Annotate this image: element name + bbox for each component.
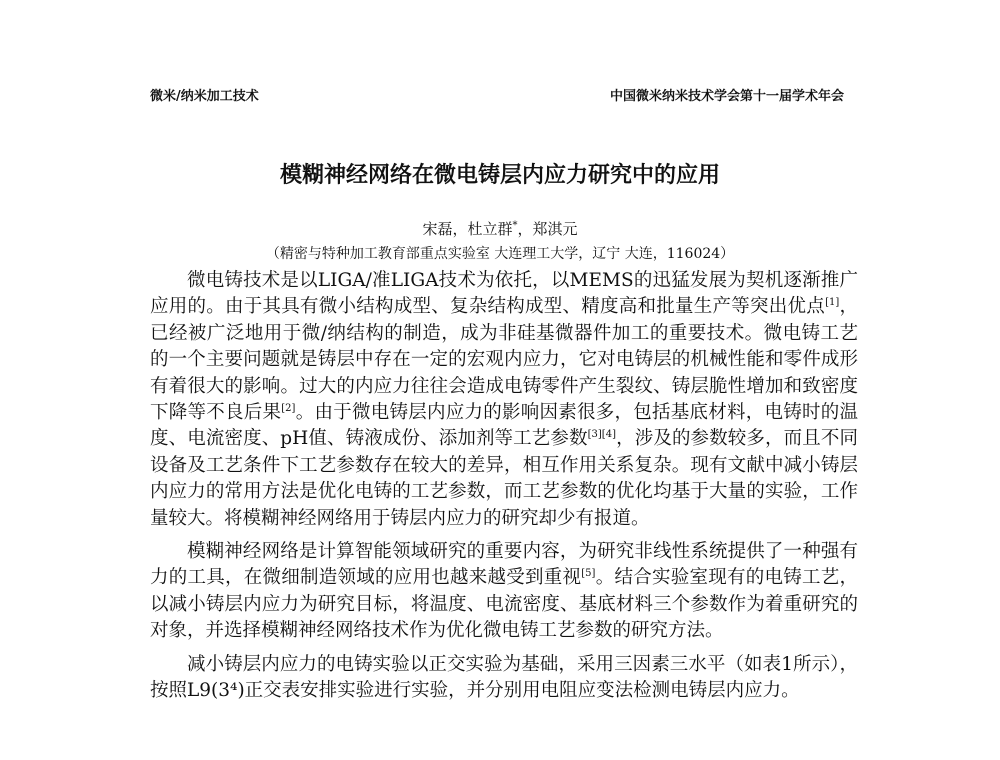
header-conference-label: 中国微米纳米技术学会第十一届学术年会: [609, 88, 844, 104]
paragraph-text: ，涉及的参数较多，而且不同设备及工艺条件下工艺参数存在较大的差异，相互作用关系复杂。现有文献中减小铸层内应力的常用方法是优化电铸的工艺参数，而工艺参数的优化均基于大量的实验，工作量较大。将模糊神经网络用于铸层内应力的研究却少有报道。: [150, 428, 858, 529]
body-text: [150, 268, 858, 712]
paragraph-3: [150, 652, 858, 705]
citation-ref: [1]: [825, 297, 840, 309]
citation-ref: [3][4]: [587, 429, 616, 441]
author-names-rest: ，郑淇元: [517, 220, 578, 238]
header-section-label: 微米/纳米加工技术: [150, 88, 259, 104]
citation-ref: [2]: [281, 402, 296, 414]
corresponding-author-mark: *: [512, 220, 518, 231]
paragraph-2: [150, 539, 858, 645]
paragraph-text: ，已经被广泛地用于微/纳结构的制造，成为非硅基微器件加工的重要技术。微电铸工艺的一个主要问题就是铸层中存在一定的宏观内应力，它对电铸层的机械性能和零件成形有着很大的影响。过大的内应力往往会造成电铸零件产生裂纹、铸层脆性增加和致密度下降等不良后果: [150, 296, 858, 424]
citation-ref: [5]: [581, 568, 596, 580]
paragraph-text: 。结合实验室现有的电铸工艺，以减小铸层内应力为研究目标，将温度、电流密度、基底材料三个参数作为着重研究的对象，并选择模糊神经网络技术作为优化微电铸工艺参数的研究方法。: [150, 567, 858, 642]
paragraph-text: 微电铸技术是以LIGA/准LIGA技术为依托，以MEMS的迅猛发展为契机逐渐推广应用的。由于其具有微小结构成型、复杂结构成型、精度高和批量生产等突出优点: [150, 270, 858, 318]
paper-title: 模糊神经网络在微电铸层内应力研究中的应用: [279, 163, 720, 188]
paragraph-text: 。由于微电铸层内应力的影响因素很多，包括基底材料，电铸时的温度、电流密度、pH值、铸液成份、添加剂等工艺参数: [150, 402, 858, 450]
affiliation: （精密与特种加工教育部重点实验室 大连理工大学，辽宁 大连，116024）: [265, 246, 735, 262]
author-line: [150, 218, 850, 239]
paragraph-text: 模糊神经网络是计算智能领域研究的重要内容，为研究非线性系统提供了一种强有力的工具，在微细制造领域的应用也越来越受到重视: [150, 541, 858, 589]
running-header: [150, 84, 844, 104]
paragraph-text: 减小铸层内应力的电铸实验以正交实验为基础，采用三因素三水平（如表1所示），按照L9(3⁴)正交表安排实验进行实验，并分别用电阻应变法检测电铸层内应力。: [150, 653, 858, 702]
paragraph-1: [150, 268, 858, 532]
author-names: 宋磊，杜立群: [422, 220, 513, 238]
